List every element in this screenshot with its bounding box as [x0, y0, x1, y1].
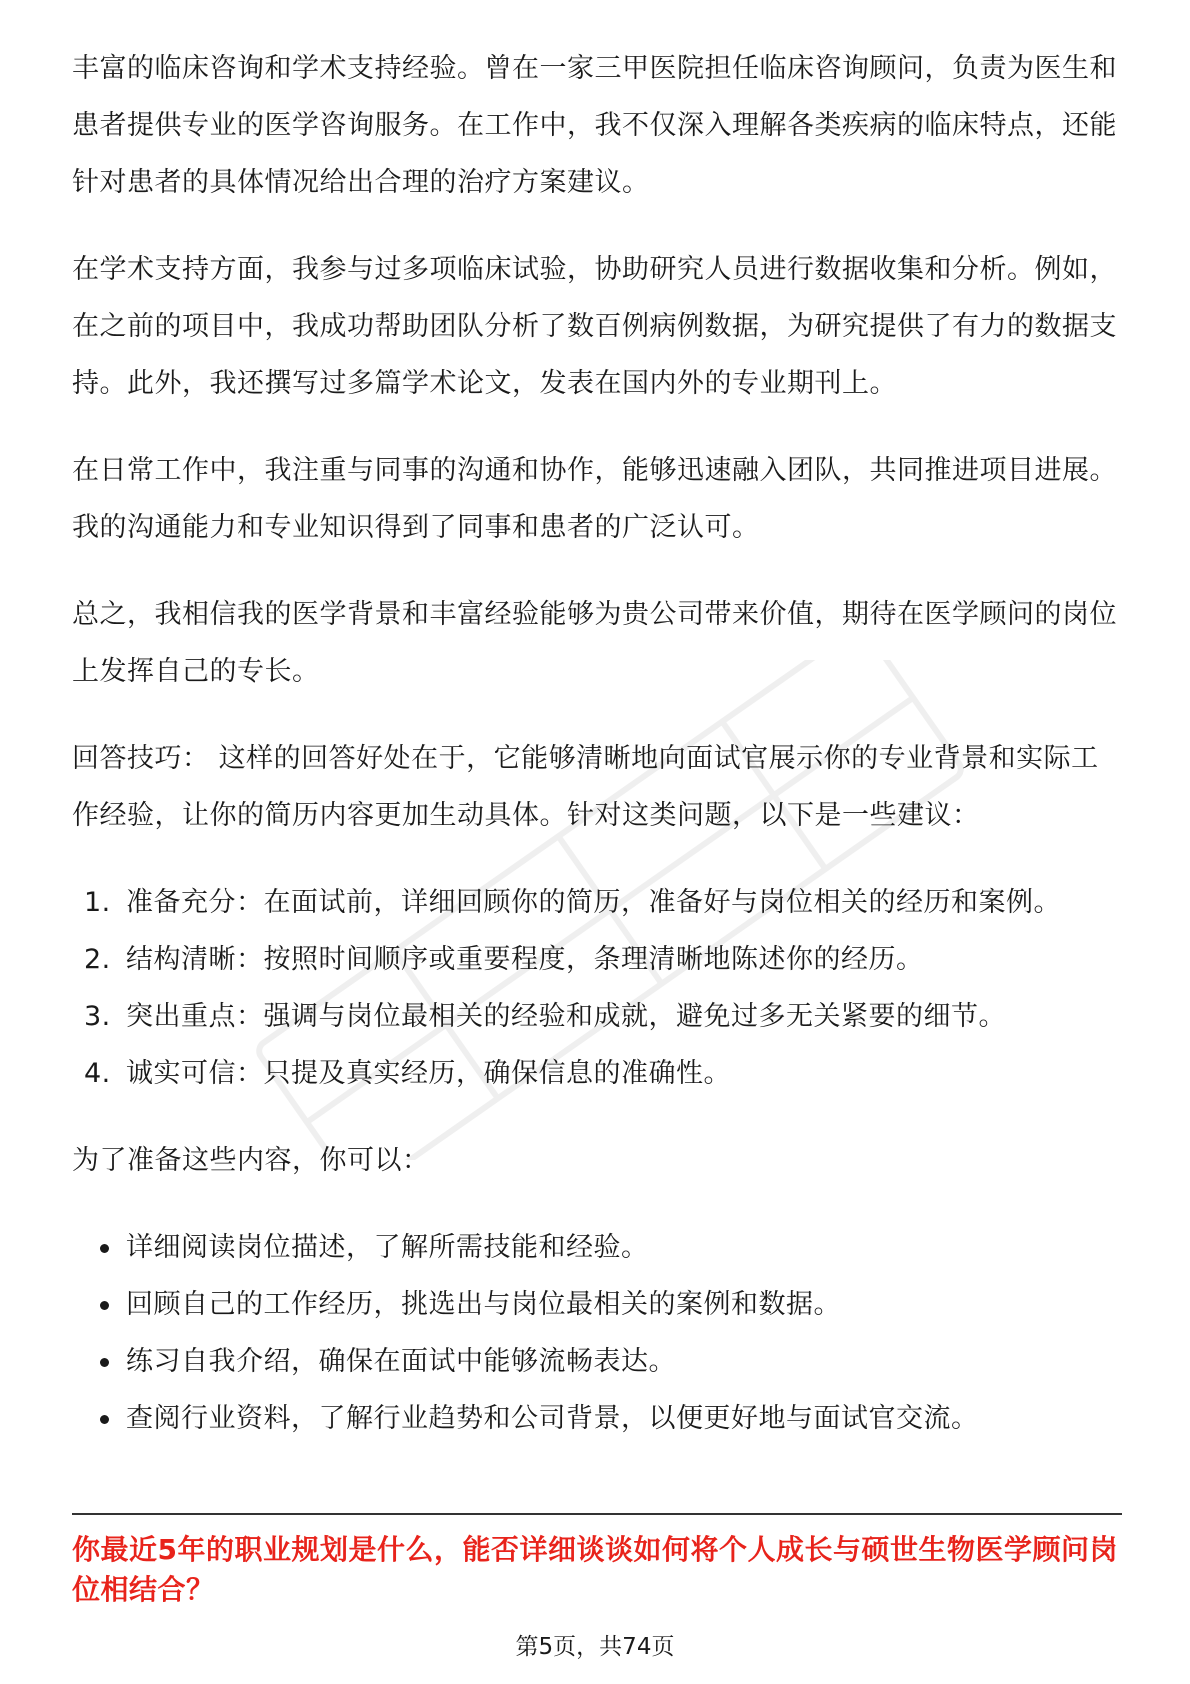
- list-item: [72, 1333, 1122, 1390]
- list-item: [72, 931, 1122, 988]
- prep-bullet-list: [72, 1219, 1122, 1447]
- document-body: [72, 40, 1122, 1447]
- paragraph-teamwork: 在日常工作中，我注重与同事的沟通和协作，能够迅速融入团队，共同推进项目进展。我的沟通能力和专业知识得到了同事和患者的广泛认可。: [72, 455, 1117, 543]
- bullet-icon: [100, 1415, 109, 1424]
- bullet-icon: [100, 1301, 109, 1310]
- paragraph-conclusion: 总之，我相信我的医学背景和丰富经验能够为贵公司带来价值，期待在医学顾问的岗位上发挥自己的专长。: [72, 599, 1117, 687]
- paragraph-prep-intro: 为了准备这些内容，你可以：: [72, 1145, 430, 1176]
- list-item: [72, 1045, 1122, 1102]
- list-item-text: 突出重点：强调与岗位最相关的经验和成就，避免过多无关紧要的细节。: [126, 1001, 1006, 1032]
- list-item-text: 结构清晰：按照时间顺序或重要程度，条理清晰地陈述你的经历。: [126, 944, 924, 975]
- list-item-text: 准备充分：在面试前，详细回顾你的简历，准备好与岗位相关的经历和案例。: [126, 887, 1061, 918]
- list-item: [72, 874, 1122, 931]
- tips-list: [72, 874, 1122, 1102]
- list-number: 4.: [84, 1058, 111, 1089]
- list-item-text: 练习自我介绍，确保在面试中能够流畅表达。: [126, 1346, 676, 1377]
- list-item-text: 查阅行业资料，了解行业趋势和公司背景，以便更好地与面试官交流。: [126, 1403, 979, 1434]
- paragraph-academic: 在学术支持方面，我参与过多项临床试验，协助研究人员进行数据收集和分析。例如，在之前的项目中，我成功帮助团队分析了数百例病例数据，为研究提供了有力的数据支持。此外，我还撰写过多篇学术论文，发表在国内外的专业期刊上。: [72, 254, 1117, 399]
- list-number: 2.: [84, 944, 111, 975]
- list-item: [72, 1390, 1122, 1447]
- section-divider: [72, 1513, 1122, 1515]
- paragraph-answer-tips: 回答技巧： 这样的回答好处在于，它能够清晰地向面试官展示你的专业背景和实际工作经验，让你的简历内容更加生动具体。针对这类问题，以下是一些建议：: [72, 743, 1099, 831]
- list-item-text: 回顾自己的工作经历，挑选出与岗位最相关的案例和数据。: [126, 1289, 841, 1320]
- next-question-heading: 你最近5年的职业规划是什么，能否详细谈谈如何将个人成长与硕世生物医学顾问岗位相结合？: [72, 1533, 1118, 1606]
- list-item-text: 诚实可信：只提及真实经历，确保信息的准确性。: [126, 1058, 731, 1089]
- list-item: [72, 988, 1122, 1045]
- list-item: [72, 1276, 1122, 1333]
- list-item: [72, 1219, 1122, 1276]
- list-number: 3.: [84, 1001, 111, 1032]
- list-number: 1.: [84, 887, 111, 918]
- bullet-icon: [100, 1358, 109, 1367]
- paragraph-experience: 丰富的临床咨询和学术支持经验。曾在一家三甲医院担任临床咨询顾问，负责为医生和患者提供专业的医学咨询服务。在工作中，我不仅深入理解各类疾病的临床特点，还能针对患者的具体情况给出合理的治疗方案建议。: [72, 53, 1117, 198]
- page-number-footer: 第5页，共74页: [515, 1634, 675, 1660]
- bullet-icon: [100, 1244, 109, 1253]
- list-item-text: 详细阅读岗位描述，了解所需技能和经验。: [126, 1232, 649, 1263]
